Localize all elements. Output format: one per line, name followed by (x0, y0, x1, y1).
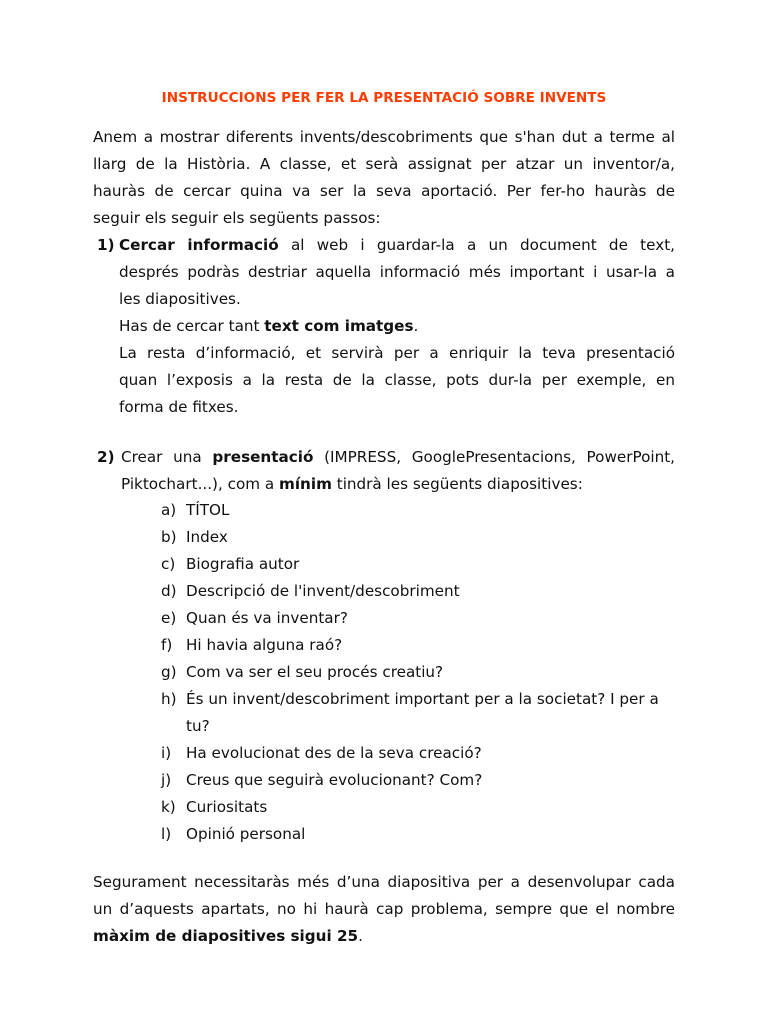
step-2-line-post: (IMPRESS, GooglePresentacions, PowerPoint, (313, 448, 676, 466)
list-item-text: Opinió personal (186, 825, 306, 843)
list-item-text: Descripció de l'invent/descobriment (186, 582, 460, 600)
document-title: INSTRUCCIONS PER FER LA PRESENTACIÓ SOBRE INVENTS (161, 90, 607, 106)
slide-list (161, 497, 675, 848)
list-item-letter: f) (161, 636, 173, 654)
list-item-text: Ha evolucionat des de la seva creació? (186, 744, 482, 762)
list-item (161, 767, 675, 794)
list-item-text: Com va ser el seu procés creatiu? (186, 663, 444, 681)
step-2-text (121, 444, 675, 498)
closing-paragraph (93, 869, 675, 950)
list-item-letter: c) (161, 555, 176, 573)
step-2-line-post: tindrà les següents diapositives: (331, 475, 583, 493)
intro-line: hauràs de cercar quina va ser la seva aportació. Per fer-ho hauràs de (93, 182, 675, 200)
list-item (161, 740, 675, 767)
list-item (161, 659, 675, 686)
list-item-letter: k) (161, 798, 176, 816)
step-2-line-pre: Piktochart...), com a (121, 475, 280, 493)
step-1-line (119, 313, 675, 340)
list-item-text: És un invent/descobriment important per a la societat? I per a (186, 690, 659, 708)
list-item-letter: b) (161, 528, 177, 546)
step-1-line: quan l’exposis a la resta de la classe, pots dur-la per exemple, en (119, 371, 675, 389)
step-1-number: 1) (97, 236, 115, 254)
list-item (161, 794, 675, 821)
list-item-letter: h) (161, 690, 177, 708)
list-item-letter: a) (161, 501, 177, 519)
closing-line: un d’aquests apartats, no hi haurà cap problema, sempre que el nombre (93, 900, 675, 918)
list-item-text: Index (186, 528, 228, 546)
step-1-line: les diapositives. (119, 290, 241, 308)
step-2-line (121, 471, 675, 498)
list-item-text: TÍTOL (186, 501, 230, 519)
step-1-emphasis: text com imatges (264, 317, 414, 335)
list-item (161, 632, 675, 659)
intro-line: llarg de la Història. A classe, et serà assignat per atzar un inventor/a, (93, 155, 675, 173)
step-1-line: forma de fitxes. (119, 398, 239, 416)
intro-paragraph (93, 124, 675, 232)
step-1-text (119, 232, 675, 421)
list-item-letter: l) (161, 825, 172, 843)
step-2-line-pre: Crear una (121, 448, 213, 466)
list-item (161, 497, 675, 524)
closing-line: Segurament necessitaràs més d’una diapositiva per a desenvolupar cada (93, 873, 675, 891)
list-item (161, 524, 675, 551)
list-item-text: tu? (186, 717, 210, 735)
list-item-letter: g) (161, 663, 177, 681)
list-item (161, 605, 675, 632)
list-item (161, 821, 675, 848)
step-1-line-post: . (413, 317, 419, 335)
step-1-keyword: Cercar informació (119, 236, 279, 254)
step-2-keyword: presentació (212, 448, 314, 466)
step-1-line (119, 232, 675, 259)
list-item-letter: d) (161, 582, 177, 600)
step-2-emphasis: mínim (279, 475, 332, 493)
closing-emphasis: màxim de diapositives sigui 25 (93, 927, 359, 945)
list-item-letter: e) (161, 609, 177, 627)
list-item-text: Biografia autor (186, 555, 300, 573)
step-1-line: La resta d’informació, et servirà per a enriquir la teva presentació (119, 344, 675, 362)
list-item-continuation (161, 713, 675, 740)
list-item-text: Creus que seguirà evolucionant? Com? (186, 771, 483, 789)
intro-line: Anem a mostrar diferents invents/descobriments que s'han dut a terme al (93, 128, 675, 146)
list-item-letter: j) (161, 771, 172, 789)
step-2-number: 2) (97, 448, 115, 466)
list-item-letter: i) (161, 744, 172, 762)
list-item (161, 578, 675, 605)
list-item (161, 551, 675, 578)
list-item (161, 686, 675, 713)
step-1-line-rest: al web i guardar-la a un document de text, (278, 236, 675, 254)
list-item-text: Hi havia alguna raó? (186, 636, 343, 654)
list-item-text: Curiositats (186, 798, 268, 816)
step-2-line (121, 444, 675, 471)
intro-line: seguir els seguir els següents passos: (93, 209, 381, 227)
closing-line-post: . (358, 927, 363, 945)
step-1-line: després podràs destriar aquella informació més important i usar-la a (119, 263, 675, 281)
closing-line (93, 923, 675, 950)
step-1-line-pre: Has de cercar tant (119, 317, 265, 335)
list-item-text: Quan és va inventar? (186, 609, 348, 627)
